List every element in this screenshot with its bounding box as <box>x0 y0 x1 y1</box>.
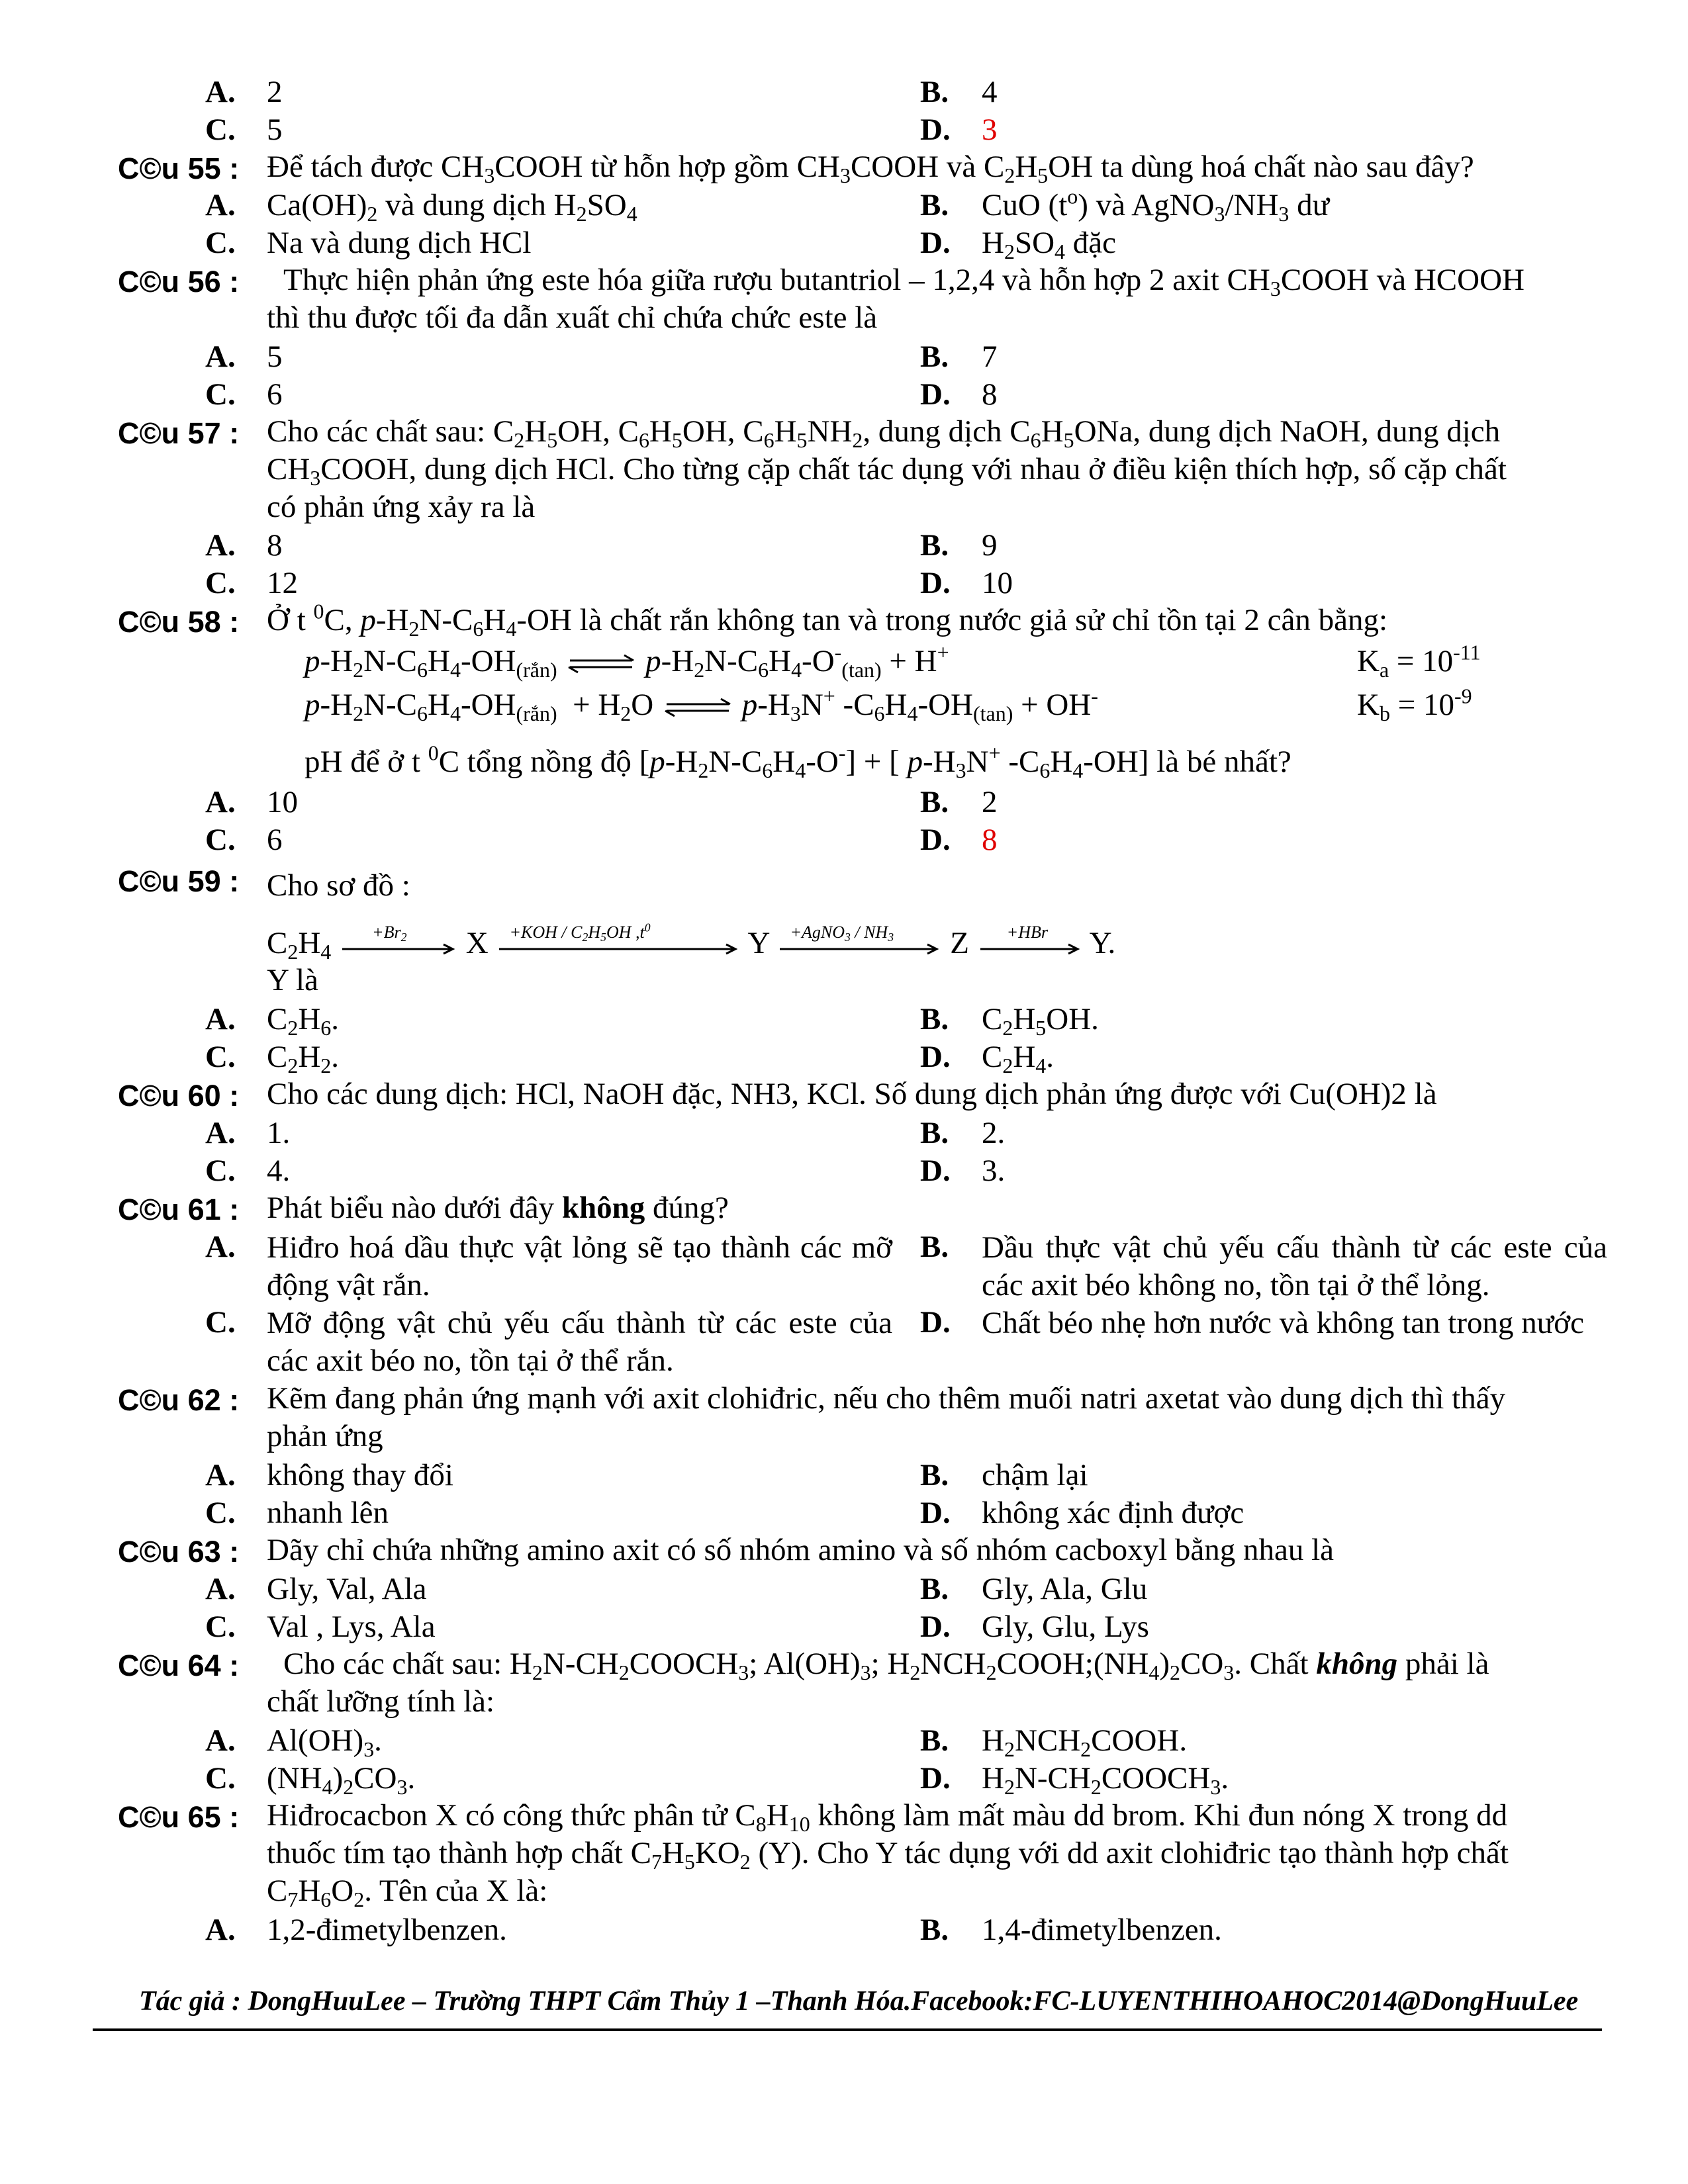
option-a-text: Hiđro hoá dầu thực vật lỏng sẽ tạo thành các mỡ động vật rắn. <box>267 1230 892 1302</box>
question-text: $CH_3COOH$, dung dịch HCl. Cho từng cặp chất tác dụng với nhau ở điều kiện thích hợp, số cặp chất <box>267 452 1507 490</box>
question-label: C©u 55 : <box>118 152 240 185</box>
question-text: Ở t $^0$C, $p-H_2N-C_6H_4-OH$ là chất rắn không tan và trong nước giả sử chỉ tồn tại 2 cân bằng: <box>267 600 1387 641</box>
question-text: pH để ở t $^0$C tổng nồng độ $[p-H_2N-C_6H_4-O^-]$ + [ $p-H_3N^+$ $-C_6H_4-OH$] là bé nhất? <box>305 741 1291 782</box>
equilibrium-arrow-icon <box>661 698 734 717</box>
question-text: Thực hiện phản ứng este hóa giữa rượu butantriol – 1,2,4 và hỗn hợp 2 axit $CH_3COOH$ và HCOOH <box>283 263 1524 300</box>
ka-value: $K_a = 10^{-11}$ <box>1357 641 1481 682</box>
question-text: Hiđrocacbon X có công thức phân tử $C_8H_{10}$ không làm mất màu dd brom. Khi đun nóng X trong dd <box>267 1798 1508 1836</box>
question-label: C©u 64 : <box>118 1649 240 1682</box>
question-text: thì thu được tối đa dẫn xuất chỉ chứa chức este là <box>267 300 878 335</box>
exam-page: A. 2 B. 4 C. 5 D. 3 C©u 55 : Để tách được $CH_3COOH$ từ hỗn hợp gồm $CH_3COOH$ và $C_2H_5OH$ ta dùng hoá chất nào sau đây? A. $Ca(OH)_2$ và dung dịch $H_2SO_4$ B. CuO $(t^o)$ và $AgNO_3/NH_3$ dư C. Na và dung dịch HCl D. $H_2SO_4$ đặc C©u 56 : Thực hiện phản ứng este hóa giữa rượu butantriol – 1,2,4 và hỗn hợp 2 axit $CH_3COOH$ và HCOOH thì thu được tối đa dẫn xuất chỉ chứa chức este là A. 5 B. 7 C. 6 D. 8 C©u 57 : Cho các chất sau: $C_2H_5OH$, $C_6H_5OH$, $C_6H_5NH_2$, dung dịch $C_6H_5ONa$, dung dịch NaOH, dung dịch $CH_3COOH$, dung dịch HCl. Cho từng cặp chất tác dụng với nhau ở điều kiện thích hợp, số cặp chất có phản ứng xảy ra là A. 8 B. 9 C. 12 D. 10 C©u 58 : Ở t $^0$C, $p-H_2N-C_6H_4-OH$ là chất rắn không tan và trong nước giả sử chỉ tồn tại 2 cân bằng: $p-H_2N-C_6H_4-OH_{(rắn)}$ $p-H_2N-C_6H_4-O^-_{(tan)} + H^+$ $K_a = 10^{-11}$ $p-H_2N-C_6H_4-OH_{(rắn)} + H_2O$ $p-H_3N^+$ $-C_6H_4-OH_{(tan)} + OH^-$ $K_b = 10^{-9}$ pH để ở t $^0$C tổng nồng độ $[p-H_2N-C_6H_4-O^-]$ + [ $p-H_3N^+$ $-C_6H_4-OH$] là bé nhất? A. 10 B. 2 C. 6 D. 8 C©u 59 : Cho sơ đồ : $C_2H_4$ $+Br_2$ X $+KOH / C_2H_5OH$ $,t^0$ Y +AgNO$_3$ / $NH_3$ Z +HBr Y. Y là A. $C_2H_6$. B. $C_2H_5OH$. C. $C_2H_2$. D. $C_2H_4$. C©u 60 : Cho các dung dịch: HCl, NaOH đặc, NH3, KCl. Số dung dịch phản ứng được với Cu(OH)2 là A. 1. B. 2. C. 4. D. 3. C©u 61 : Phát biểu nào dưới đây không đúng? A. Hiđro hoá dầu thực vật lỏng sẽ tạo thành các mỡ động vật rắn. B. Dầu thực vật chủ yếu cấu thành từ các este của các axit béo không no, tồn tại ở thể lỏng. C. Mỡ động vật chủ yếu cấu thành từ các este của các axit béo no, tồn tại ở thể rắn. D. Chất béo nhẹ hơn nước và không tan trong nước C©u 62 : Kẽm đang phản ứng mạnh với axit clohiđric, nếu cho thêm muối natri axetat vào dung dịch thì thấy phản ứng A. không thay đổi B. chậm lại C. nhanh lên D. không xác định được C©u 63 : Dãy chỉ chứa những amino axit có số nhóm amino và số nhóm cacboxyl bằng nhau là A. Gly, Val, Ala B. Gly, Ala, Glu C. Val , Lys, Ala D. Gly, Glu, Lys C©u 64 : Cho các chất sau: $H_2N-CH_2COOCH_3$; $Al(OH)_3$; $H_2NCH_2COOH;(NH_4)_2CO_3$. Chất không phải là chất lưỡng tính là: A. $Al(OH)_3$. B. $H_2NCH_2COOH$. C. $(NH_4)_2CO_3$. D. $H_2N-CH_2COOCH_3$. C©u 65 : Hiđrocacbon X có công thức phân tử $C_8H_{10}$ không làm mất màu dd brom. Khi đun nóng X trong dd thuốc tím tạo thành hợp chất $C_7H_5KO_2$ (Y). Cho Y tác dụng với dd axit clohiđric tạo thành hợp chất $C_7H_6O_2$. Tên của X là: A. 1,2-đimetylbenzen. B. 1,4-đimetylbenzen. Tác giả : DongHuuLee – Trường THPT Cẩm Thủy 1 –Thanh Hóa.Facebook:FC-LUYENTHIHOAHOC2014@DongHuuLee <box>0 0 1688 2184</box>
question-text: Cho các chất sau: $C_2H_5OH$, $C_6H_5OH$, $C_6H_5NH_2$, dung dịch $C_6H_5ONa$, dung dịch NaOH, dung dịch <box>267 414 1501 452</box>
question-label: C©u 62 : <box>118 1383 240 1417</box>
equilibrium-1: $p-H_2N-C_6H_4-OH_{(rắn)}$ $p-H_2N-C_6H_4-O^-_{(tan)} + H^+$ <box>305 641 949 682</box>
question-label: C©u 58 : <box>118 605 240 639</box>
equilibrium-arrow-icon <box>565 654 637 674</box>
footer-divider <box>93 2028 1602 2031</box>
kb-value: $K_b = 10^{-9}$ <box>1357 684 1472 725</box>
arrow-icon: +HBr <box>977 940 1083 953</box>
option-c-text: Mỡ động vật chủ yếu cấu thành từ các este của các axit béo no, tồn tại ở thể rắn. <box>267 1306 892 1378</box>
question-label: C©u 56 : <box>118 265 240 298</box>
question-text: Cho các dung dịch: HCl, NaOH đặc, NH3, KCl. Số dung dịch phản ứng được với Cu(OH)2 là <box>267 1077 1437 1111</box>
question-text: $C_7H_6O_2$. Tên của X là: <box>267 1874 548 1911</box>
option-b-text: Dầu thực vật chủ yếu cấu thành từ các este của các axit béo không no, tồn tại ở thể lỏng. <box>982 1230 1607 1302</box>
question-text: Kẽm đang phản ứng mạnh với axit clohiđric, nếu cho thêm muối natri axetat vào dung dịch thì thấy <box>267 1381 1506 1416</box>
question-label: C©u 59 : <box>118 864 240 898</box>
page-footer: Tác giả : DongHuuLee – Trường THPT Cẩm Thủy 1 –Thanh Hóa.Facebook:FC-LUYENTHIHOAHOC2014@DongHuuLee <box>139 1986 1579 2017</box>
question-text: Để tách được $CH_3COOH$ từ hỗn hợp gồm $CH_3COOH$ và $C_2H_5OH$ ta dùng hoá chất nào sau đây? <box>267 150 1474 187</box>
question-label: C©u 63 : <box>118 1535 240 1569</box>
question-text: Y là <box>267 963 318 997</box>
question-text: Cho các chất sau: $H_2N-CH_2COOCH_3$; $Al(OH)_3$; $H_2NCH_2COOH;(NH_4)_2CO_3$. Chất không phải là <box>283 1647 1489 1684</box>
option-d-text: Chất béo nhẹ hơn nước và không tan trong nước <box>982 1306 1584 1340</box>
question-label: C©u 57 : <box>118 416 240 450</box>
reaction-scheme: $C_2H_4$ $+Br_2$ X $+KOH / C_2H_5OH$ $,t^0$ Y +AgNO$_3$ / $NH_3$ Z +HBr Y. <box>267 921 1116 964</box>
arrow-icon: $+KOH / C_2H_5OH$ $,t^0$ <box>496 940 741 953</box>
question-text: phản ứng <box>267 1419 383 1453</box>
question-text: Phát biểu nào dưới đây không đúng? <box>267 1191 729 1225</box>
equilibrium-2: $p-H_2N-C_6H_4-OH_{(rắn)} + H_2O$ $p-H_3N^+$ $-C_6H_4-OH_{(tan)} + OH^-$ <box>305 684 1098 725</box>
arrow-icon: +AgNO$_3$ / $NH_3$ <box>776 940 942 953</box>
question-text: Dãy chỉ chứa những amino axit có số nhóm amino và số nhóm cacboxyl bằng nhau là <box>267 1533 1335 1567</box>
question-text: thuốc tím tạo thành hợp chất $C_7H_5KO_2$ (Y). Cho Y tác dụng với dd axit clohiđric tạo thành hợp chất <box>267 1836 1509 1874</box>
question-label: C©u 60 : <box>118 1079 240 1113</box>
question-text: chất lưỡng tính là: <box>267 1684 495 1719</box>
question-label: C©u 61 : <box>118 1193 240 1226</box>
question-label: C©u 65 : <box>118 1800 240 1834</box>
question-text: Cho sơ đồ : <box>267 868 410 903</box>
arrow-icon: $+Br_2$ <box>339 940 458 953</box>
question-text: có phản ứng xảy ra là <box>267 490 536 524</box>
